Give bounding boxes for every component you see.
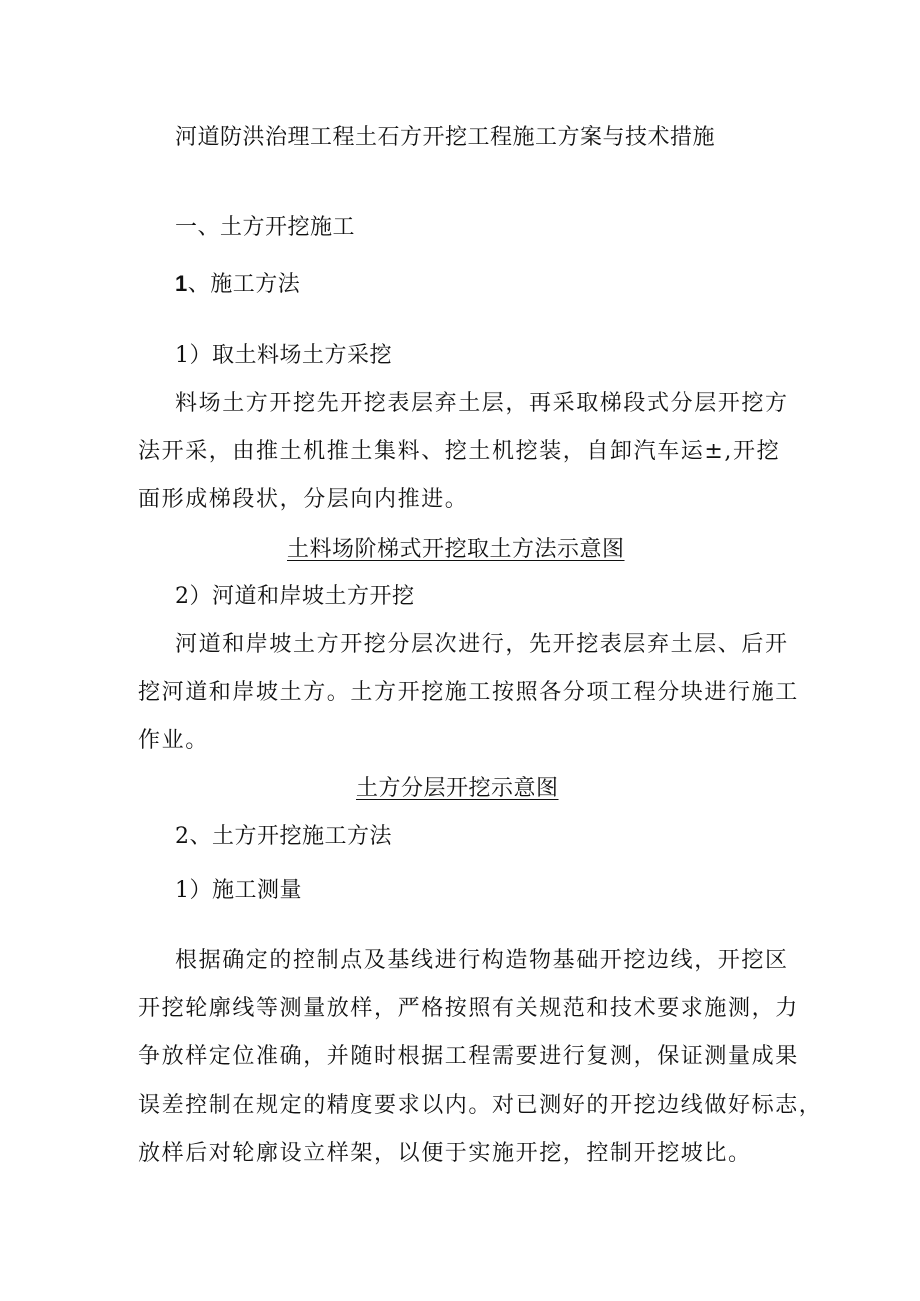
paragraph-line: 作业。 [138,728,209,753]
paragraph-line: 法开采，由推土机推土集料、挖土机挖装，自卸汽车运±,开挖 [138,439,781,464]
item-heading: 1）取土料场土方采挖 [175,343,392,368]
document-title: 河道防洪治理工程土石方开挖工程施工方案与技术措施 [175,125,716,150]
paragraph-line: 争放样定位准确，并随时根据工程需要进行复测，保证测量成果 [138,1044,799,1069]
subsection-number: 1 [175,271,188,296]
figure-caption: 土料场阶梯式开挖取土方法示意图 [287,537,625,562]
paragraph-line: 挖河道和岸坡土方。土方开挖施工按照各分项工程分块进行施工 [138,680,799,705]
subsection-heading-text: 、施工方法 [187,272,301,297]
item-heading: 1）施工测量 [175,878,302,903]
subsection-heading: 2、土方开挖施工方法 [175,824,392,849]
paragraph-line: 开挖轮廓线等测量放样，严格按照有关规范和技术要求施测，力 [138,996,799,1021]
paragraph-line: 根据确定的控制点及基线进行构造物基础开挖边线，开挖区 [175,948,789,973]
paragraph-line: 河道和岸坡土方开挖分层次进行，先开挖表层弃土层、后开 [175,632,789,657]
subsection-heading [175,269,300,300]
section-heading: 一、土方开挖施工 [175,215,356,240]
paragraph-line: 误差控制在规定的精度要求以内。对已测好的开挖边线做好标志， [138,1093,823,1118]
item-heading: 2）河道和岸坡土方开挖 [175,584,415,609]
paragraph-line: 放样后对轮廓设立样架，以便于实施开挖，控制开挖坡比。 [138,1141,752,1166]
figure-caption: 土方分层开挖示意图 [356,776,559,801]
paragraph-line: 料场土方开挖先开挖表层弃土层，再采取梯段式分层开挖方 [175,391,789,416]
paragraph-line: 面形成梯段状，分层向内推进。 [138,487,469,512]
